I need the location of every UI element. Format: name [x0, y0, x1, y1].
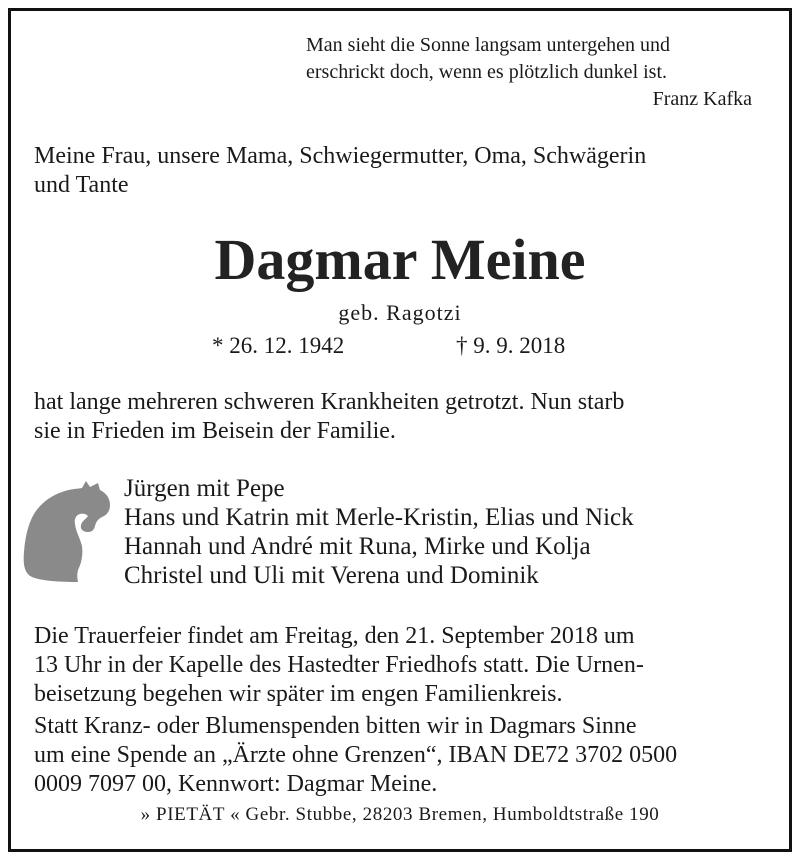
ceremony-line: 13 Uhr in der Kapelle des Hastedter Friedhofs statt. Die Urnen-: [34, 652, 644, 678]
family-member-line: Christel und Uli mit Verena und Dominik: [124, 562, 539, 589]
deceased-name: Dagmar Meine: [214, 227, 586, 292]
donation-line: 0009 7097 00, Kennwort: Dagmar Meine.: [34, 771, 438, 797]
cat-silhouette-icon: [20, 478, 116, 582]
epigraph-quote: [306, 32, 766, 113]
family-list: [124, 474, 784, 590]
donation-text: [34, 712, 774, 799]
death-date: † 9. 9. 2018: [456, 333, 566, 358]
ceremony-line: beisetzung begehen wir später im engen Familienkreis.: [34, 681, 563, 707]
birth-date: * 26. 12. 1942: [212, 333, 345, 358]
intro-text: [34, 142, 774, 200]
quote-author: Franz Kafka: [652, 88, 752, 110]
funeral-home-footer: » PIETÄT « Gebr. Stubbe, 28203 Bremen, Humboldtstraße 190: [140, 804, 660, 825]
message-line: sie in Frieden im Beisein der Familie.: [34, 418, 396, 444]
maiden-name: geb. Ragotzi: [338, 300, 462, 325]
ceremony-line: Die Trauerfeier findet am Freitag, den 21. September 2018 um: [34, 623, 635, 649]
family-member-line: Jürgen mit Pepe: [124, 475, 285, 502]
intro-line: Meine Frau, unsere Mama, Schwiegermutter, Oma, Schwägerin: [34, 143, 647, 169]
family-member-line: Hans und Katrin mit Merle-Kristin, Elias und Nick: [124, 504, 634, 531]
death-message: [34, 388, 774, 446]
intro-line: und Tante: [34, 172, 129, 198]
family-member-line: Hannah und André mit Runa, Mirke und Kolja: [124, 533, 591, 560]
quote-line: Man sieht die Sonne langsam untergehen und: [306, 34, 671, 56]
donation-line: Statt Kranz- oder Blumenspenden bitten wir in Dagmars Sinne: [34, 713, 637, 739]
ceremony-text: [34, 622, 774, 709]
donation-line: um eine Spende an „Ärzte ohne Grenzen“, IBAN DE72 3702 0500: [34, 742, 678, 768]
message-line: hat lange mehreren schweren Krankheiten getrotzt. Nun starb: [34, 389, 625, 415]
quote-line: erschrickt doch, wenn es plötzlich dunkel ist.: [306, 61, 668, 83]
